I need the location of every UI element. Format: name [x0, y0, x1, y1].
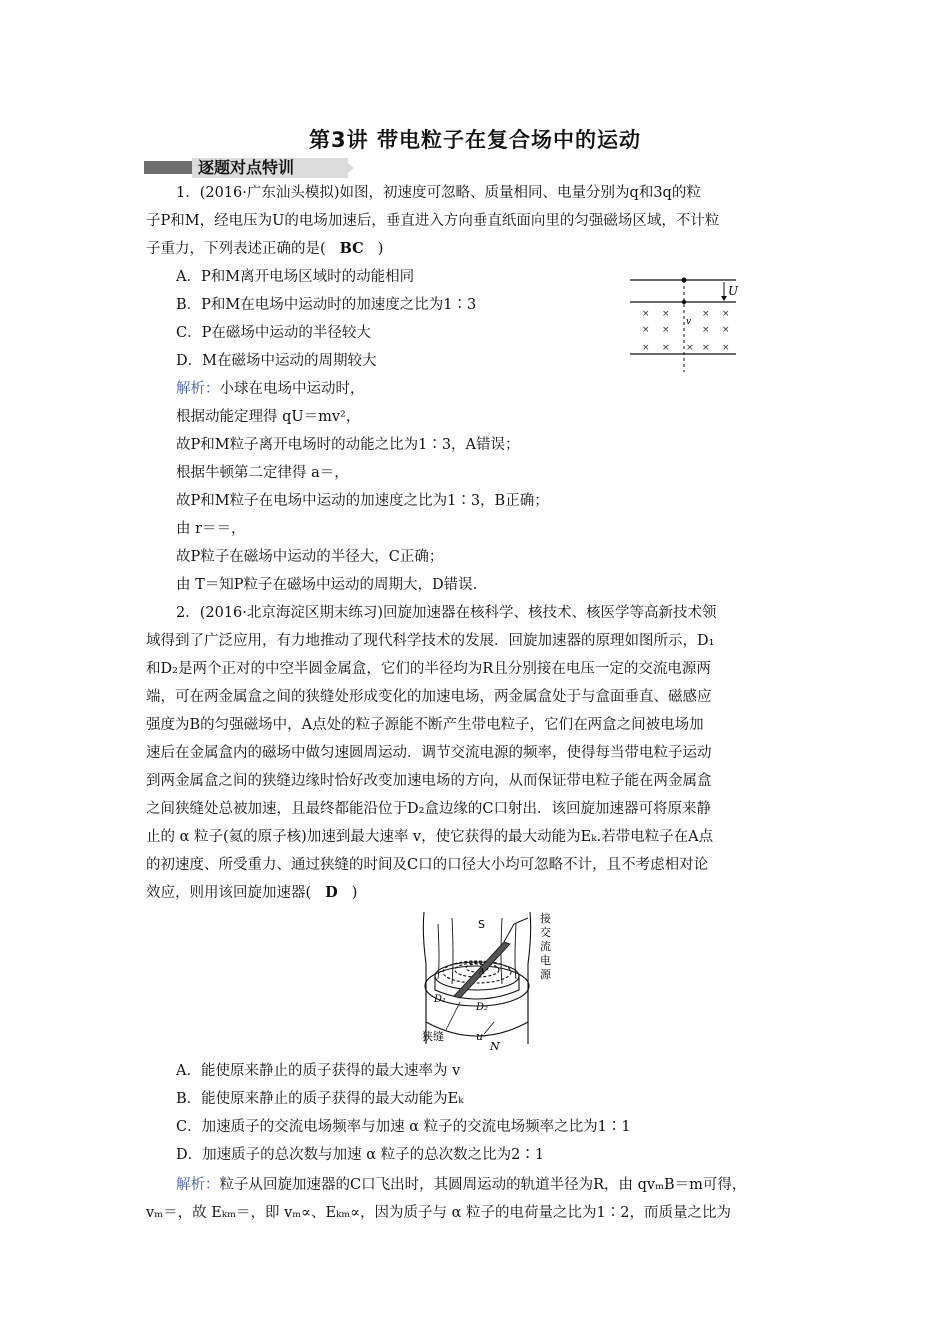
q2-option-b: B．能使原来静止的质子获得的最大动能为Eₖ	[176, 1091, 464, 1107]
field-cross-icon: ×	[702, 309, 710, 319]
q1-option-a: A．P和M离开电场区域时的动能相同	[176, 269, 415, 285]
right-pole-edge	[528, 912, 531, 1044]
velocity-label: v	[686, 317, 692, 327]
banner-label: 逐题对点特训	[192, 158, 348, 178]
q2-stem-line: 域得到了广泛应用，有力地推动了现代科学技术的发展．回旋加速器的原理如图所示，D₁	[146, 633, 715, 649]
page-title: 第3讲 带电粒子在复合场中的运动	[309, 128, 641, 152]
q1-close: )	[377, 241, 384, 257]
q1-analysis-line: 故P和M粒子离开电场时的动能之比为1∶3，A错误；	[176, 437, 520, 453]
q2-analysis-line: 解析：粒子从回旋加速器的C口飞出时，其圆周运动的轨道半径为R，由 qvₘB＝m可得，	[176, 1177, 747, 1193]
q2-stem-line: 止的 α 粒子(氦的原子核)加速到最大速率 v，使它获得的最大动能为Eₖ.若带电粒子在A点	[146, 829, 714, 845]
q2-stem-line: 端，可在两金属盒之间的狭缝处形成变化的加速电场，两金属盒处于与盒面垂直、磁感应	[146, 689, 712, 705]
svg-text:源: 源	[540, 968, 551, 981]
lead-wire	[504, 924, 514, 942]
voltage-label: U	[728, 284, 739, 298]
banner-bar	[144, 161, 192, 174]
u-label: u	[476, 1030, 484, 1043]
field-cross-icon: ×	[662, 325, 670, 335]
field-cross-icon: ×	[662, 309, 670, 319]
q1-analysis-line: 故P粒子在磁场中运动的半径大，C正确；	[176, 549, 444, 565]
n-label: N	[490, 1040, 500, 1053]
q2-stem-line: 到两金属盒之间的狭缝边缘时恰好改变加速电场的方向，从而保证带电粒子能在两金属盒	[146, 773, 712, 789]
field-cross-icon: ×	[642, 325, 650, 335]
q2-option-c: C．加速质子的交流电场频率与加速 α 粒子的交流电场频率之比为1∶1	[176, 1119, 631, 1135]
q2-stem-line: 强度为B的匀强磁场中，A点处的粒子源能不断产生带电粒子，它们在两盒之间被电场加	[146, 717, 704, 733]
field-cross-icon: ×	[702, 325, 710, 335]
d2-label: D₂	[476, 1002, 489, 1013]
q2-stem-line: 的初速度、所受重力、通过狭缝的时间及C口的口径大小均可忽略不计，且不考虑相对论	[146, 857, 709, 873]
q2-analysis-line: vₘ＝，故 Eₖₘ＝，即 vₘ∝、Eₖₘ∝，因为质子与 α 粒子的电荷量之比为1∶2，而质量之比为	[146, 1205, 732, 1221]
q2-cyclotron-diagram	[404, 904, 560, 1054]
svg-text:接: 接	[540, 912, 551, 925]
exit-dot	[682, 300, 686, 304]
q1-analysis-line: 故P和M粒子在电场中运动的加速度之比为1∶3，B正确；	[176, 493, 549, 509]
q1-option-b: B．P和M在电场中运动时的加速度之比为1∶3	[176, 297, 477, 313]
q1-stem-line: 1．(2016·广东汕头模拟)如图，初速度可忽略、质量相同、电量分别为q和3q的粒	[176, 185, 701, 201]
q2-stem-line: 速后在金属盒内的磁场中做匀速圆周运动．调节交流电源的频率，使得每当带电粒子运动	[146, 745, 712, 761]
field-cross-icon: ×	[642, 309, 650, 319]
q1-analysis-label: 解析：	[176, 381, 220, 397]
u-pointer	[484, 1022, 494, 1034]
q2-stem-line	[146, 883, 357, 903]
slit-label: 狭缝	[422, 1030, 444, 1043]
q2-close: )	[351, 885, 358, 901]
banner-arrow-icon	[342, 158, 354, 178]
voltage-arrowhead-icon	[721, 296, 727, 301]
q1-analysis-line: 根据牛顿第二定律得 a＝，	[176, 465, 349, 481]
q2-answer: D	[325, 884, 338, 901]
q1-answer: BC	[339, 240, 364, 257]
left-pole-edge	[423, 912, 426, 1044]
svg-text:流: 流	[540, 940, 551, 953]
field-cross-icon: ×	[722, 325, 730, 335]
slit-pointer	[446, 1002, 460, 1030]
section-banner	[144, 158, 356, 178]
lead-wire-2	[514, 918, 528, 924]
point-a-label: A	[479, 967, 485, 976]
q1-analysis-line: 根据动能定理得 qU＝mv²，	[176, 409, 361, 425]
ac-source-label	[540, 911, 552, 981]
d1-label: D₁	[434, 994, 447, 1005]
field-cross-icon: ×	[722, 343, 730, 353]
svg-text:交: 交	[540, 926, 551, 939]
q1-option-c: C．P在磁场中运动的半径较大	[176, 325, 371, 341]
q1-analysis-line: 由 T＝知P粒子在磁场中运动的周期大，D错误.	[176, 577, 478, 593]
q2-option-d: D．加速质子的总次数与加速 α 粒子的总次数之比为2∶1	[176, 1147, 545, 1163]
magnetic-field-crosses	[642, 309, 730, 353]
q1-analysis-line: 解析：小球在电场中运动时，	[176, 381, 365, 397]
svg-text:电: 电	[540, 954, 551, 967]
source-dot	[682, 278, 687, 283]
q1-field-diagram	[626, 272, 746, 374]
q1-stem-tail: 子重力，下列表述正确的是(	[146, 241, 326, 257]
q1-stem-line	[146, 239, 383, 259]
q1-stem-line: 子P和M，经电压为U的电场加速后，垂直进入方向垂直纸面向里的匀强磁场区域，不计粒	[146, 213, 720, 229]
field-cross-icon: ×	[686, 343, 694, 353]
field-cross-icon: ×	[642, 343, 650, 353]
q2-stem-line: 和D₂是两个正对的中空半圆金属盒，它们的半径均为R且分别接在电压一定的交流电源两	[146, 661, 711, 677]
q1-option-d: D．M在磁场中运动的周期较大	[176, 353, 377, 369]
field-cross-icon: ×	[722, 309, 730, 319]
q2-stem-tail: 效应，则用该回旋加速器(	[146, 885, 312, 901]
q1-analysis-line: 由 r＝＝，	[176, 521, 246, 537]
q2-option-a: A．能使原来静止的质子获得的最大速率为 v	[176, 1063, 461, 1079]
field-cross-icon: ×	[702, 343, 710, 353]
q2-stem-line: 之间狭缝处总被加速，且最终都能沿位于D₂盒边缘的C口射出．该回旋加速器可将原来静	[146, 801, 712, 817]
field-cross-icon: ×	[662, 343, 670, 353]
q2-stem-line: 2．(2016·北京海淀区期末练习)回旋加速器在核科学、核技术、核医学等高新技术领	[176, 605, 717, 621]
south-pole-label: S	[478, 918, 485, 931]
q2-analysis-label: 解析：	[176, 1177, 220, 1193]
